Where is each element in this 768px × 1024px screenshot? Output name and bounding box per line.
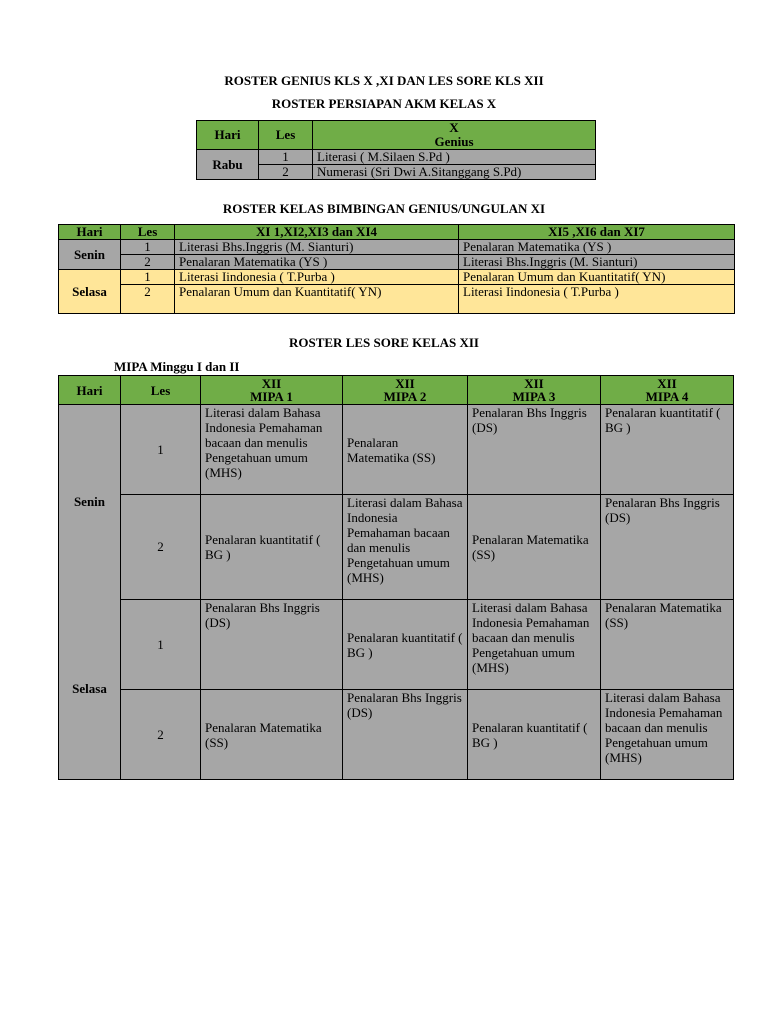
table-header-row — [197, 121, 596, 150]
bimbingan-section-title: ROSTER KELAS BIMBINGAN GENIUS/UNGULAN XI — [222, 201, 546, 216]
subject-cell: Penalaran Bhs Inggris (DS) — [601, 495, 734, 600]
table-row — [59, 600, 734, 690]
subject-cell: Literasi Iindonesia ( T.Purba ) — [459, 285, 735, 314]
les-sore-section-title: ROSTER LES SORE KELAS XII — [288, 335, 479, 350]
header-mipa3: XII MIPA 3 — [468, 376, 601, 405]
subject-cell: Penalaran kuantitatif ( BG ) — [343, 600, 468, 690]
header-les: Les — [121, 376, 201, 405]
subject-cell: Literasi dalam Bahasa Indonesia Pemahaman bacaan dan menulis Pengetahuan umum (MHS) — [201, 405, 343, 495]
akm-schedule-table — [196, 120, 596, 180]
table-row — [59, 405, 734, 495]
subject-cell: Literasi Bhs.Inggris (M. Sianturi) — [459, 255, 735, 270]
day-cell: Senin — [59, 405, 121, 600]
les-cell: 2 — [121, 255, 175, 270]
header-group2: XI5 ,XI6 dan XI7 — [459, 225, 735, 240]
subject-cell: Penalaran Bhs Inggris (DS) — [468, 405, 601, 495]
les-cell: 2 — [121, 690, 201, 780]
les-cell: 1 — [121, 405, 201, 495]
les-cell: 2 — [121, 285, 175, 314]
day-cell: Rabu — [197, 150, 259, 180]
subject-cell: Penalaran Matematika (YS ) — [459, 240, 735, 255]
table-row — [197, 150, 596, 165]
header-class: X Genius — [313, 121, 596, 150]
table-row — [59, 255, 735, 270]
les-cell: 1 — [259, 150, 313, 165]
subject-cell: Literasi dalam Bahasa Indonesia Pemahaman bacaan dan menulis Pengetahuan umum (MHS) — [468, 600, 601, 690]
document-title: ROSTER GENIUS KLS X ,XI DAN LES SORE KLS XII — [224, 73, 544, 88]
subject-cell: Literasi dalam Bahasa Indonesia Pemahaman bacaan dan menulis Pengetahuan umum (MHS) — [601, 690, 734, 780]
les-cell: 1 — [121, 600, 201, 690]
header-hari: Hari — [197, 121, 259, 150]
subject-cell: Penalaran Matematika (SS) — [201, 690, 343, 780]
table-row — [59, 285, 735, 314]
header-mipa2: XII MIPA 2 — [343, 376, 468, 405]
les-cell: 2 — [121, 495, 201, 600]
table-header-row — [59, 225, 735, 240]
subject-cell: Literasi ( M.Silaen S.Pd ) — [313, 150, 596, 165]
akm-section-title: ROSTER PERSIAPAN AKM KELAS X — [271, 96, 497, 111]
header-mipa4: XII MIPA 4 — [601, 376, 734, 405]
table-row — [59, 495, 734, 600]
table-row — [59, 270, 735, 285]
subject-cell: Penalaran Matematika (YS ) — [175, 255, 459, 270]
header-group1: XI 1,XI2,XI3 dan XI4 — [175, 225, 459, 240]
header-les: Les — [259, 121, 313, 150]
subject-cell: Literasi dalam Bahasa Indonesia Pemahaman bacaan dan menulis Pengetahuan umum (MHS) — [343, 495, 468, 600]
day-cell: Senin — [59, 240, 121, 270]
subject-cell: Literasi Iindonesia ( T.Purba ) — [175, 270, 459, 285]
day-cell: Selasa — [59, 600, 121, 780]
subject-cell: Penalaran kuantitatif ( BG ) — [201, 495, 343, 600]
subject-cell: Penalaran Umum dan Kuantitatif( YN) — [459, 270, 735, 285]
subject-cell: Penalaran kuantitatif ( BG ) — [468, 690, 601, 780]
table-row — [59, 240, 735, 255]
subject-cell: Penalaran Matematika (SS) — [601, 600, 734, 690]
header-les: Les — [121, 225, 175, 240]
subject-cell: Numerasi (Sri Dwi A.Sitanggang S.Pd) — [313, 165, 596, 180]
table-header-row — [59, 376, 734, 405]
subject-cell: Literasi Bhs.Inggris (M. Sianturi) — [175, 240, 459, 255]
subject-cell: Penalaran Bhs Inggris (DS) — [201, 600, 343, 690]
header-hari: Hari — [59, 225, 121, 240]
subject-cell: Penalaran Bhs Inggris (DS) — [343, 690, 468, 780]
les-cell: 1 — [121, 240, 175, 255]
header-mipa1: XII MIPA 1 — [201, 376, 343, 405]
subject-cell: Penalaran kuantitatif ( BG ) — [601, 405, 734, 495]
bimbingan-schedule-table — [58, 224, 735, 314]
subject-cell: Penalaran Matematika (SS) — [343, 405, 468, 495]
subject-cell: Penalaran Matematika (SS) — [468, 495, 601, 600]
les-cell: 1 — [121, 270, 175, 285]
les-sore-schedule-table — [58, 375, 734, 780]
day-cell: Selasa — [59, 270, 121, 314]
mipa-minggu-label: MIPA Minggu I dan II — [114, 359, 240, 374]
header-hari: Hari — [59, 376, 121, 405]
table-row — [59, 690, 734, 780]
les-cell: 2 — [259, 165, 313, 180]
subject-cell: Penalaran Umum dan Kuantitatif( YN) — [175, 285, 459, 314]
